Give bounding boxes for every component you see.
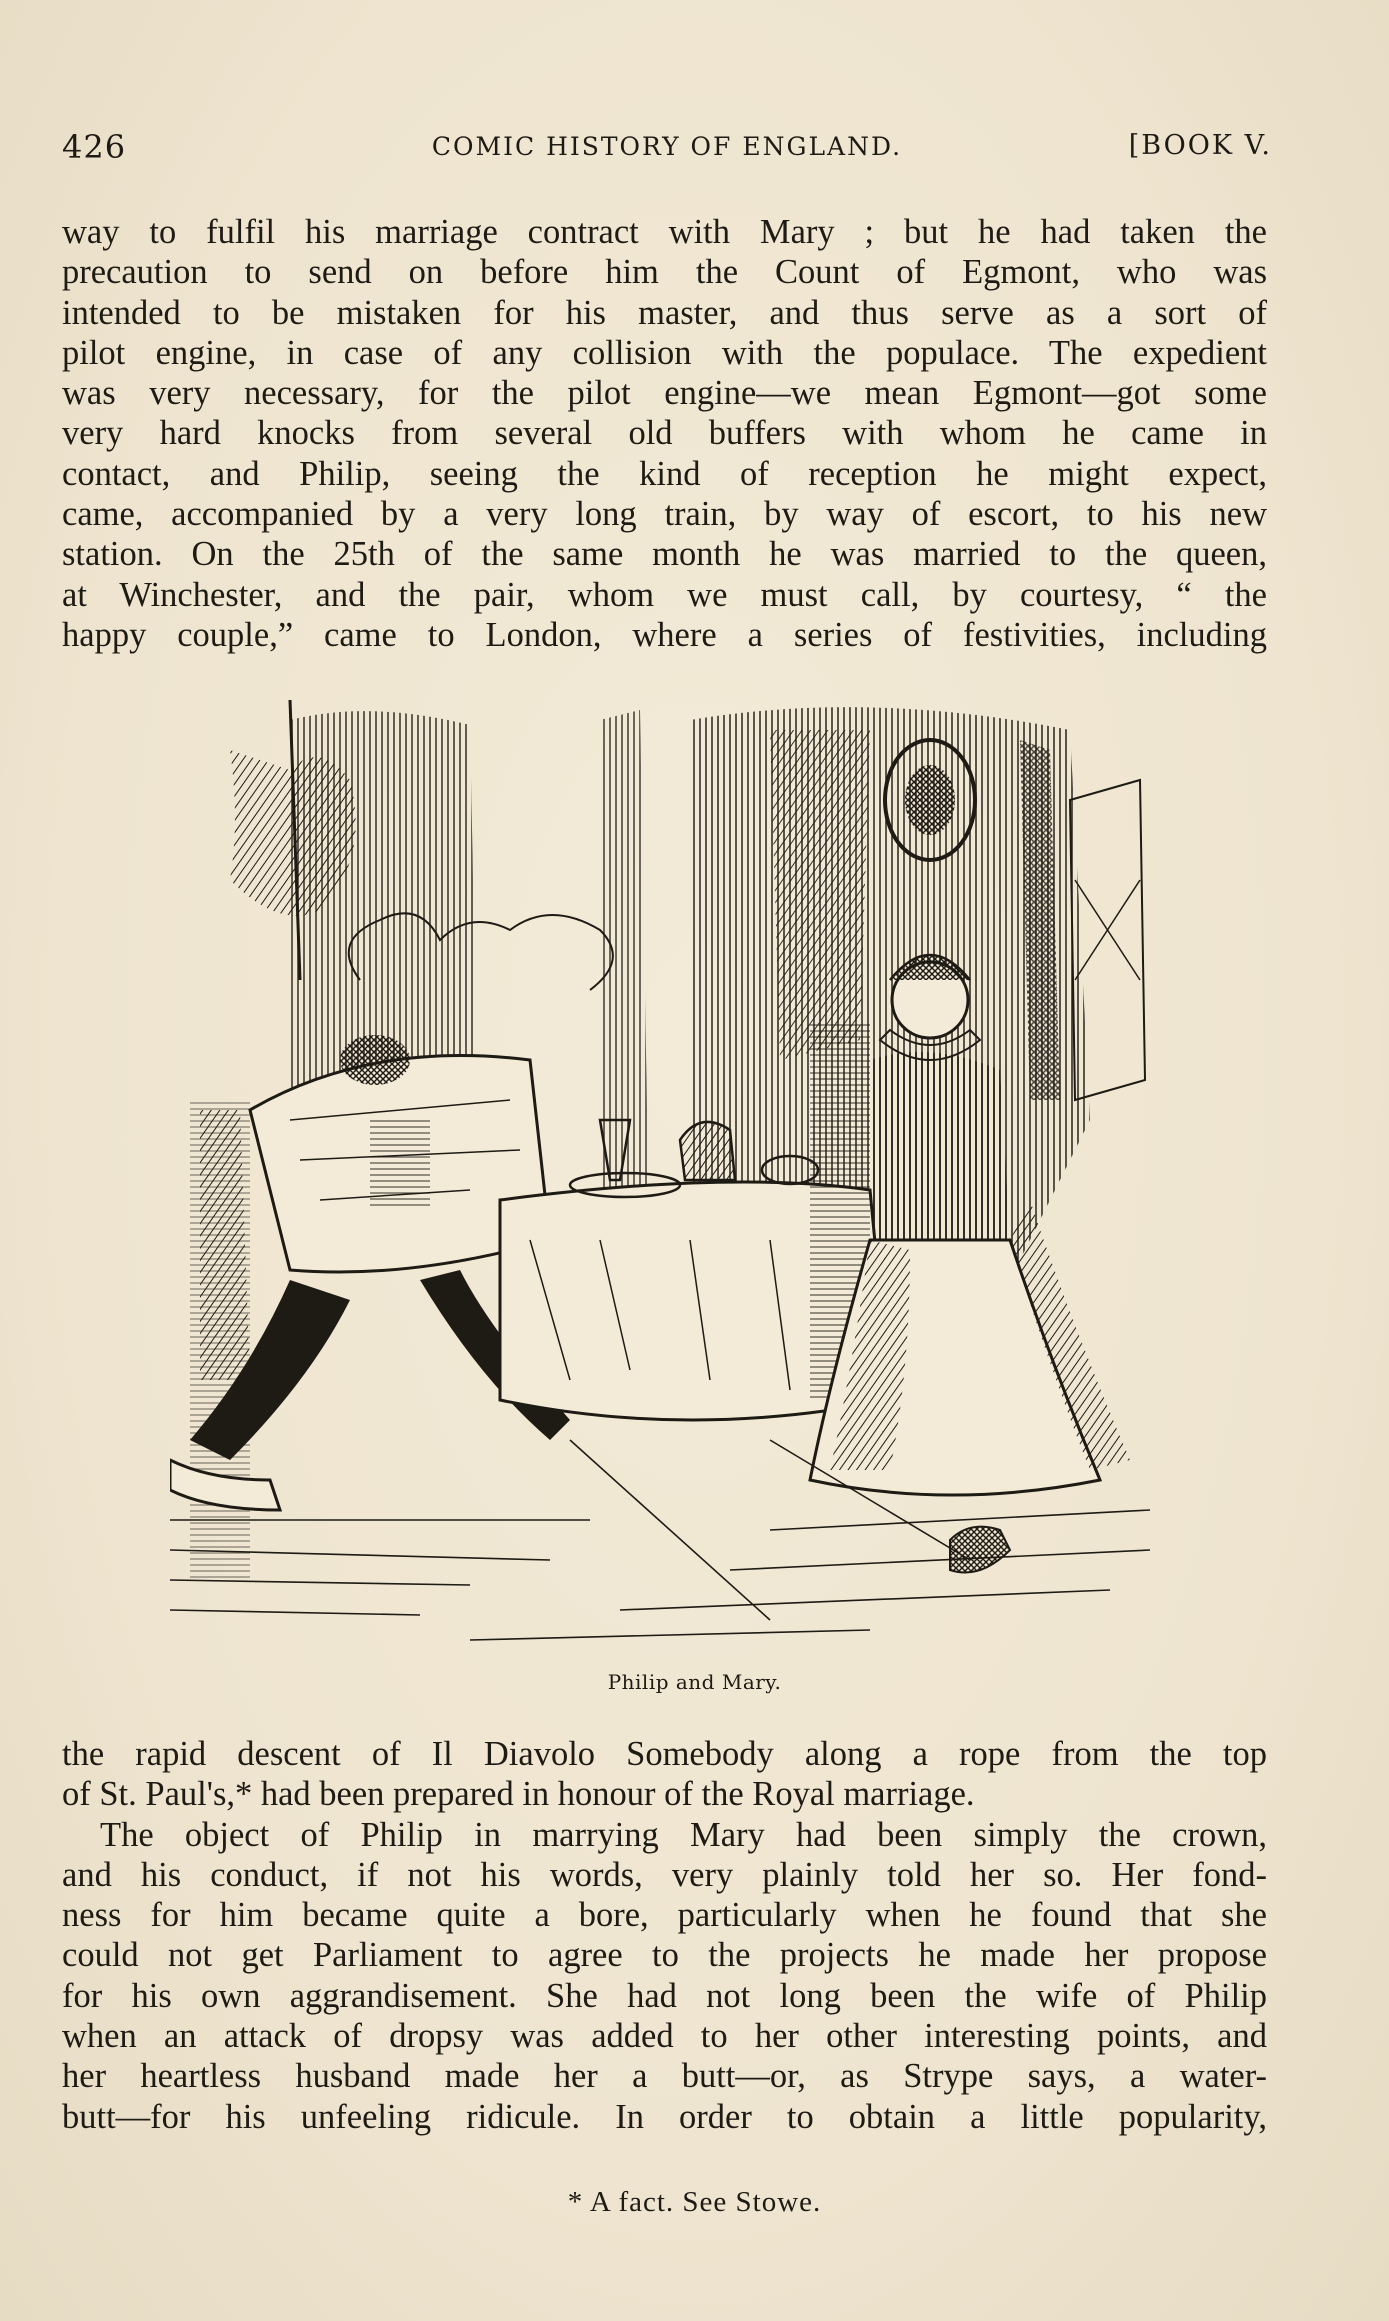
- text-line: happy couple,” came to London, where a series of festivities, including: [62, 615, 1267, 654]
- text-line: ness for him became quite a bore, particularly when he found that she: [62, 1896, 1267, 1935]
- text-line: her heartless husband made her a butt—or, as Strype says, a water-: [62, 2057, 1267, 2096]
- text-line: for his own aggrandisement. She had not long been the wife of Philip: [62, 1976, 1267, 2015]
- paragraph-top: [62, 212, 1267, 655]
- running-title: COMIC HISTORY OF ENGLAND.: [431, 132, 903, 161]
- text-line: came, accompanied by a very long train, by way of escort, to his new: [62, 495, 1267, 534]
- text-line: pilot engine, in case of any collision with the populace. The expedient: [62, 333, 1267, 372]
- page-number: 426: [62, 128, 127, 166]
- text-line: The object of Philip in marrying Mary had been simply the crown,: [100, 1815, 1267, 1854]
- text-line: was very necessary, for the pilot engine—we mean Egmont—got some: [62, 374, 1267, 413]
- text-line: and his conduct, if not his words, very plainly told her so. Her fond-: [62, 1855, 1267, 1894]
- text-line: could not get Parliament to agree to the projects he made her propose: [62, 1936, 1267, 1975]
- text-line: when an attack of dropsy was added to her other interesting points, and: [62, 2017, 1267, 2056]
- footnote: * A fact. See Stowe.: [567, 2186, 822, 2218]
- paragraph-bottom: [62, 1734, 1267, 2137]
- figure-caption: Philip and Mary.: [607, 1670, 782, 1694]
- text-line: of St. Paul's,* had been prepared in honour of the Royal marriage.: [62, 1775, 975, 1814]
- text-line: butt—for his unfeeling ridicule. In order to obtain a little popularity,: [62, 2097, 1267, 2136]
- text-line: way to fulfil his marriage contract with Mary ; but he had taken the: [62, 213, 1267, 251]
- running-head: [62, 128, 1272, 176]
- text-line: very hard knocks from several old buffers with whom he came in: [62, 414, 1267, 453]
- text-line: contact, and Philip, seeing the kind of reception he might expect,: [62, 454, 1267, 493]
- book-label: [BOOK V.: [1128, 130, 1272, 161]
- text-line: precaution to send on before him the Count of Egmont, who was: [62, 253, 1267, 292]
- text-line: intended to be mistaken for his master, and thus serve as a sort of: [62, 293, 1267, 332]
- text-line: the rapid descent of Il Diavolo Somebody along a rope from the top: [62, 1735, 1267, 1773]
- illustration-philip-and-mary: [170, 680, 1170, 1658]
- text-line: at Winchester, and the pair, whom we must call, by courtesy, “ the: [62, 575, 1267, 614]
- text-line: station. On the 25th of the same month he was married to the queen,: [62, 535, 1267, 574]
